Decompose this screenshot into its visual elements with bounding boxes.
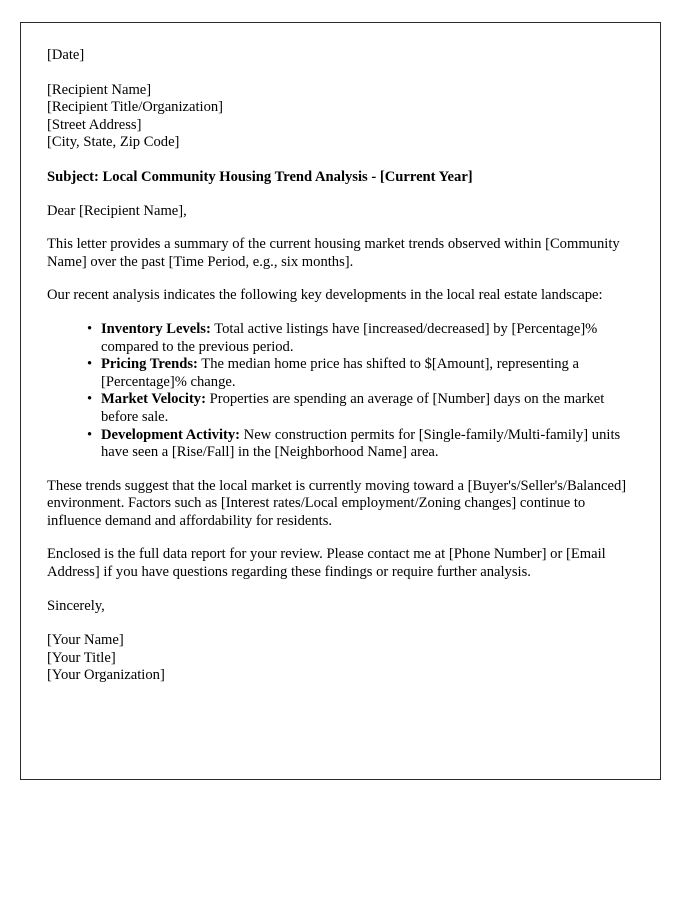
- recipient-address-block: [47, 82, 639, 152]
- spacer-after-enclosure: [47, 582, 639, 598]
- list-item: [87, 427, 639, 462]
- subject-line: Subject: Local Community Housing Trend Analysis - [Current Year]: [47, 168, 473, 185]
- recipient-name-line: [Recipient Name]: [47, 81, 152, 98]
- bullet-point-icon: •: [87, 320, 93, 337]
- enclosure-paragraph: Enclosed is the full data report for your review. Please contact me at [Phone Number] or [Email Address] if you have questions regarding these findings or require further analysis.: [47, 546, 606, 581]
- spacer-after-analysis: [47, 530, 639, 546]
- signature-block: [47, 632, 639, 685]
- spacer-after-subject: [47, 187, 639, 203]
- signer-title-line: [Your Title]: [47, 649, 116, 666]
- recipient-street-line: [Street Address]: [47, 116, 142, 133]
- spacer-after-date: [47, 65, 639, 82]
- closing-salutation: Sincerely,: [47, 597, 105, 614]
- key-developments-list: [47, 321, 639, 462]
- bullet-term: Development Activity:: [101, 426, 241, 443]
- bullet-point-icon: •: [87, 356, 93, 373]
- signer-name-line: [Your Name]: [47, 632, 124, 649]
- bullet-term: Market Velocity:: [101, 391, 206, 408]
- bullet-text: The median home price has shifted to $[Amount], representing a [Percentage]% change.: [101, 356, 579, 390]
- bullet-text: New construction permits for [Single-family/Multi-family] units have seen a [Rise/Fall] in the [Neighborhood Name] area.: [101, 426, 621, 461]
- list-item: [87, 356, 639, 391]
- spacer-after-intro: [47, 271, 639, 287]
- bullet-text: Properties are spending an average of [Number] days on the market before sale.: [101, 391, 605, 425]
- lead-in-paragraph: Our recent analysis indicates the following key developments in the local real estate landscape:: [47, 287, 603, 304]
- document-page-frame: [20, 22, 661, 780]
- bullet-term: Pricing Trends:: [101, 356, 198, 373]
- recipient-title-line: [Recipient Title/Organization]: [47, 99, 224, 116]
- signer-organization-line: [Your Organization]: [47, 667, 165, 684]
- bullet-term: Inventory Levels:: [101, 320, 211, 337]
- list-item: [87, 391, 639, 426]
- spacer-after-bullets: [47, 462, 639, 478]
- bullet-point-icon: •: [87, 426, 93, 443]
- salutation: Dear [Recipient Name],: [47, 202, 187, 219]
- recipient-city-line: [City, State, Zip Code]: [47, 134, 180, 151]
- spacer-before-bullets: [47, 305, 639, 321]
- analysis-paragraph: These trends suggest that the local market is currently moving toward a [Buyer's/Seller's/Balanced] environment. Factors such as [Interest rates/Local employment/Zoning changes] continue to influence demand and affordability for residents.: [47, 477, 627, 529]
- letter-content: [47, 47, 639, 685]
- list-item: [87, 321, 639, 356]
- spacer-before-signature: [47, 615, 639, 632]
- spacer-after-salutation: [47, 220, 639, 236]
- bullet-point-icon: •: [87, 391, 93, 408]
- intro-paragraph: This letter provides a summary of the current housing market trends observed within [Community Name] over the past [Time Period, e.g., six months].: [47, 236, 620, 270]
- date-placeholder: [Date]: [47, 47, 85, 63]
- spacer-after-address: [47, 152, 639, 169]
- bullet-text: Total active listings have [increased/decreased] by [Percentage]% compared to the previous period.: [101, 320, 598, 355]
